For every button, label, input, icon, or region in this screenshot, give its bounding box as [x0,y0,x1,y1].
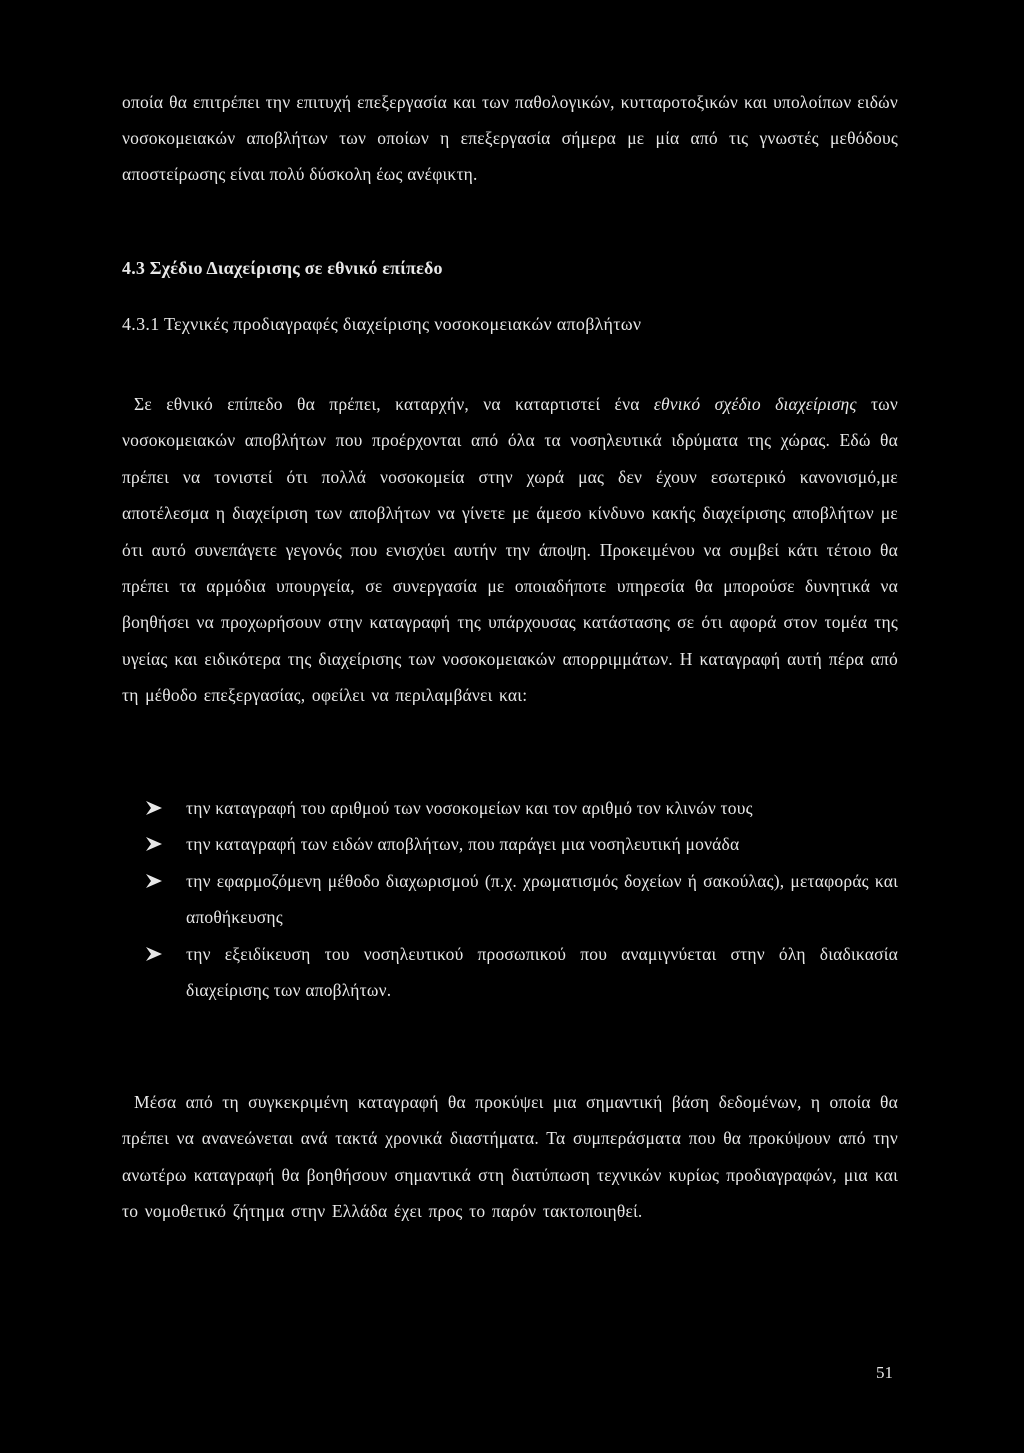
list-item [146,863,898,936]
list-item-text: την εξειδίκευση του νοσηλευτικού προσωπικού που αναμιγνύεται στην όλη διαδικασία διαχείρισης των αποβλήτων. [186,943,898,1001]
conclusion-paragraph-text: Μέσα από τη συγκεκριμένη καταγραφή θα προκύψει μια σημαντική βάση δεδομένων, η οποία θα πρέπει να ανανεώνεται ανά τακτά χρονικά διαστήματα. Τα συμπεράσματα που θα προκύψουν από την ανωτέρω καταγραφή θα βοηθήσουν σημαντικά στη διατύπωση τεχνικών κυρίως προδιαγραφών, μια και το νομοθετικό ζήτημα στην Ελλάδα έχει προς το παρόν τακτοποιηθεί. [122,1092,898,1222]
main-paragraph [122,386,898,714]
list-item-text: την εφαρμοζόμενη μέθοδο διαχωρισμού (π.χ. χρωματισμός δοχείων ή σακούλας), μεταφοράς και αποθήκευσης [186,870,898,928]
section-heading: 4.3 Σχέδιο Διαχείρισης σε εθνικό επίπεδο [122,258,443,278]
main-paragraph-text-2: των νοσοκομειακών αποβλήτων που προέρχονται από όλα τα νοσηλευτικά ιδρύματα της χώρας. Εδώ θα πρέπει να τονιστεί ότι πολλά νοσοκομεία στην χωρά μας δεν έχουν εσωτερικό κανονισμό,με αποτέλεσμα η διαχείριση των αποβλήτων να γίνετε με άμεσο κίνδυνο κακής διαχείρισης αποβλήτων με ότι αυτό συνεπάγετε γεγονός που ενισχύει αυτήν την άποψη. Προκειμένου να συμβεί κάτι τέτοιο θα πρέπει τα αρμόδια υπουργεία, σε συνεργασία με οποιαδήποτε υπηρεσία θα μπορούσε δυνητικά να βοηθήσει να προχωρήσουν στην καταγραφή της υπάρχουσας κατάστασης σε ότι αφορά στον τομέα της υγείας και ειδικότερα της διαχείρισης των νοσοκομειακών απορριμμάτων. Η καταγραφή αυτή πέρα από τη μέθοδο επεξεργασίας, οφείλει να περιλαμβάνει και: [122,394,899,706]
arrow-bullet-icon [146,826,174,862]
intro-paragraph: οποία θα επιτρέπει την επιτυχή επεξεργασία και των παθολογικών, κυτταροτοξικών και υπολοίπων ειδών νοσοκομειακών αποβλήτων των οποίων η επεξεργασία σήμερα με μία από τις γνωστές μεθόδους αποστείρωσης είναι πολύ δύσκολη έως ανέφικτη. [122,92,898,184]
list-item [146,790,898,826]
page-number: 51 [876,1363,893,1382]
arrow-bullet-icon [146,936,174,972]
main-paragraph-text-1: Σε εθνικό επίπεδο θα πρέπει, καταρχήν, να καταρτιστεί ένα [134,394,654,414]
conclusion-paragraph [122,1084,898,1230]
list-item [146,936,898,1009]
arrow-bullet-icon [146,863,174,899]
list-item [146,826,898,862]
subsection-heading: 4.3.1 Τεχνικές προδιαγραφές διαχείρισης νοσοκομειακών αποβλήτων [122,314,642,334]
main-paragraph-emphasis: εθνικό σχέδιο διαχείρισης [653,394,857,414]
list-item-text: την καταγραφή των ειδών αποβλήτων, που παράγει μια νοσηλευτική μονάδα [186,834,740,855]
list-item-text: την καταγραφή του αριθμού των νοσοκομείων και τον αριθμό τον κλινών τους [186,798,753,818]
arrow-bullet-icon [146,790,174,826]
bullet-list [146,790,898,1008]
